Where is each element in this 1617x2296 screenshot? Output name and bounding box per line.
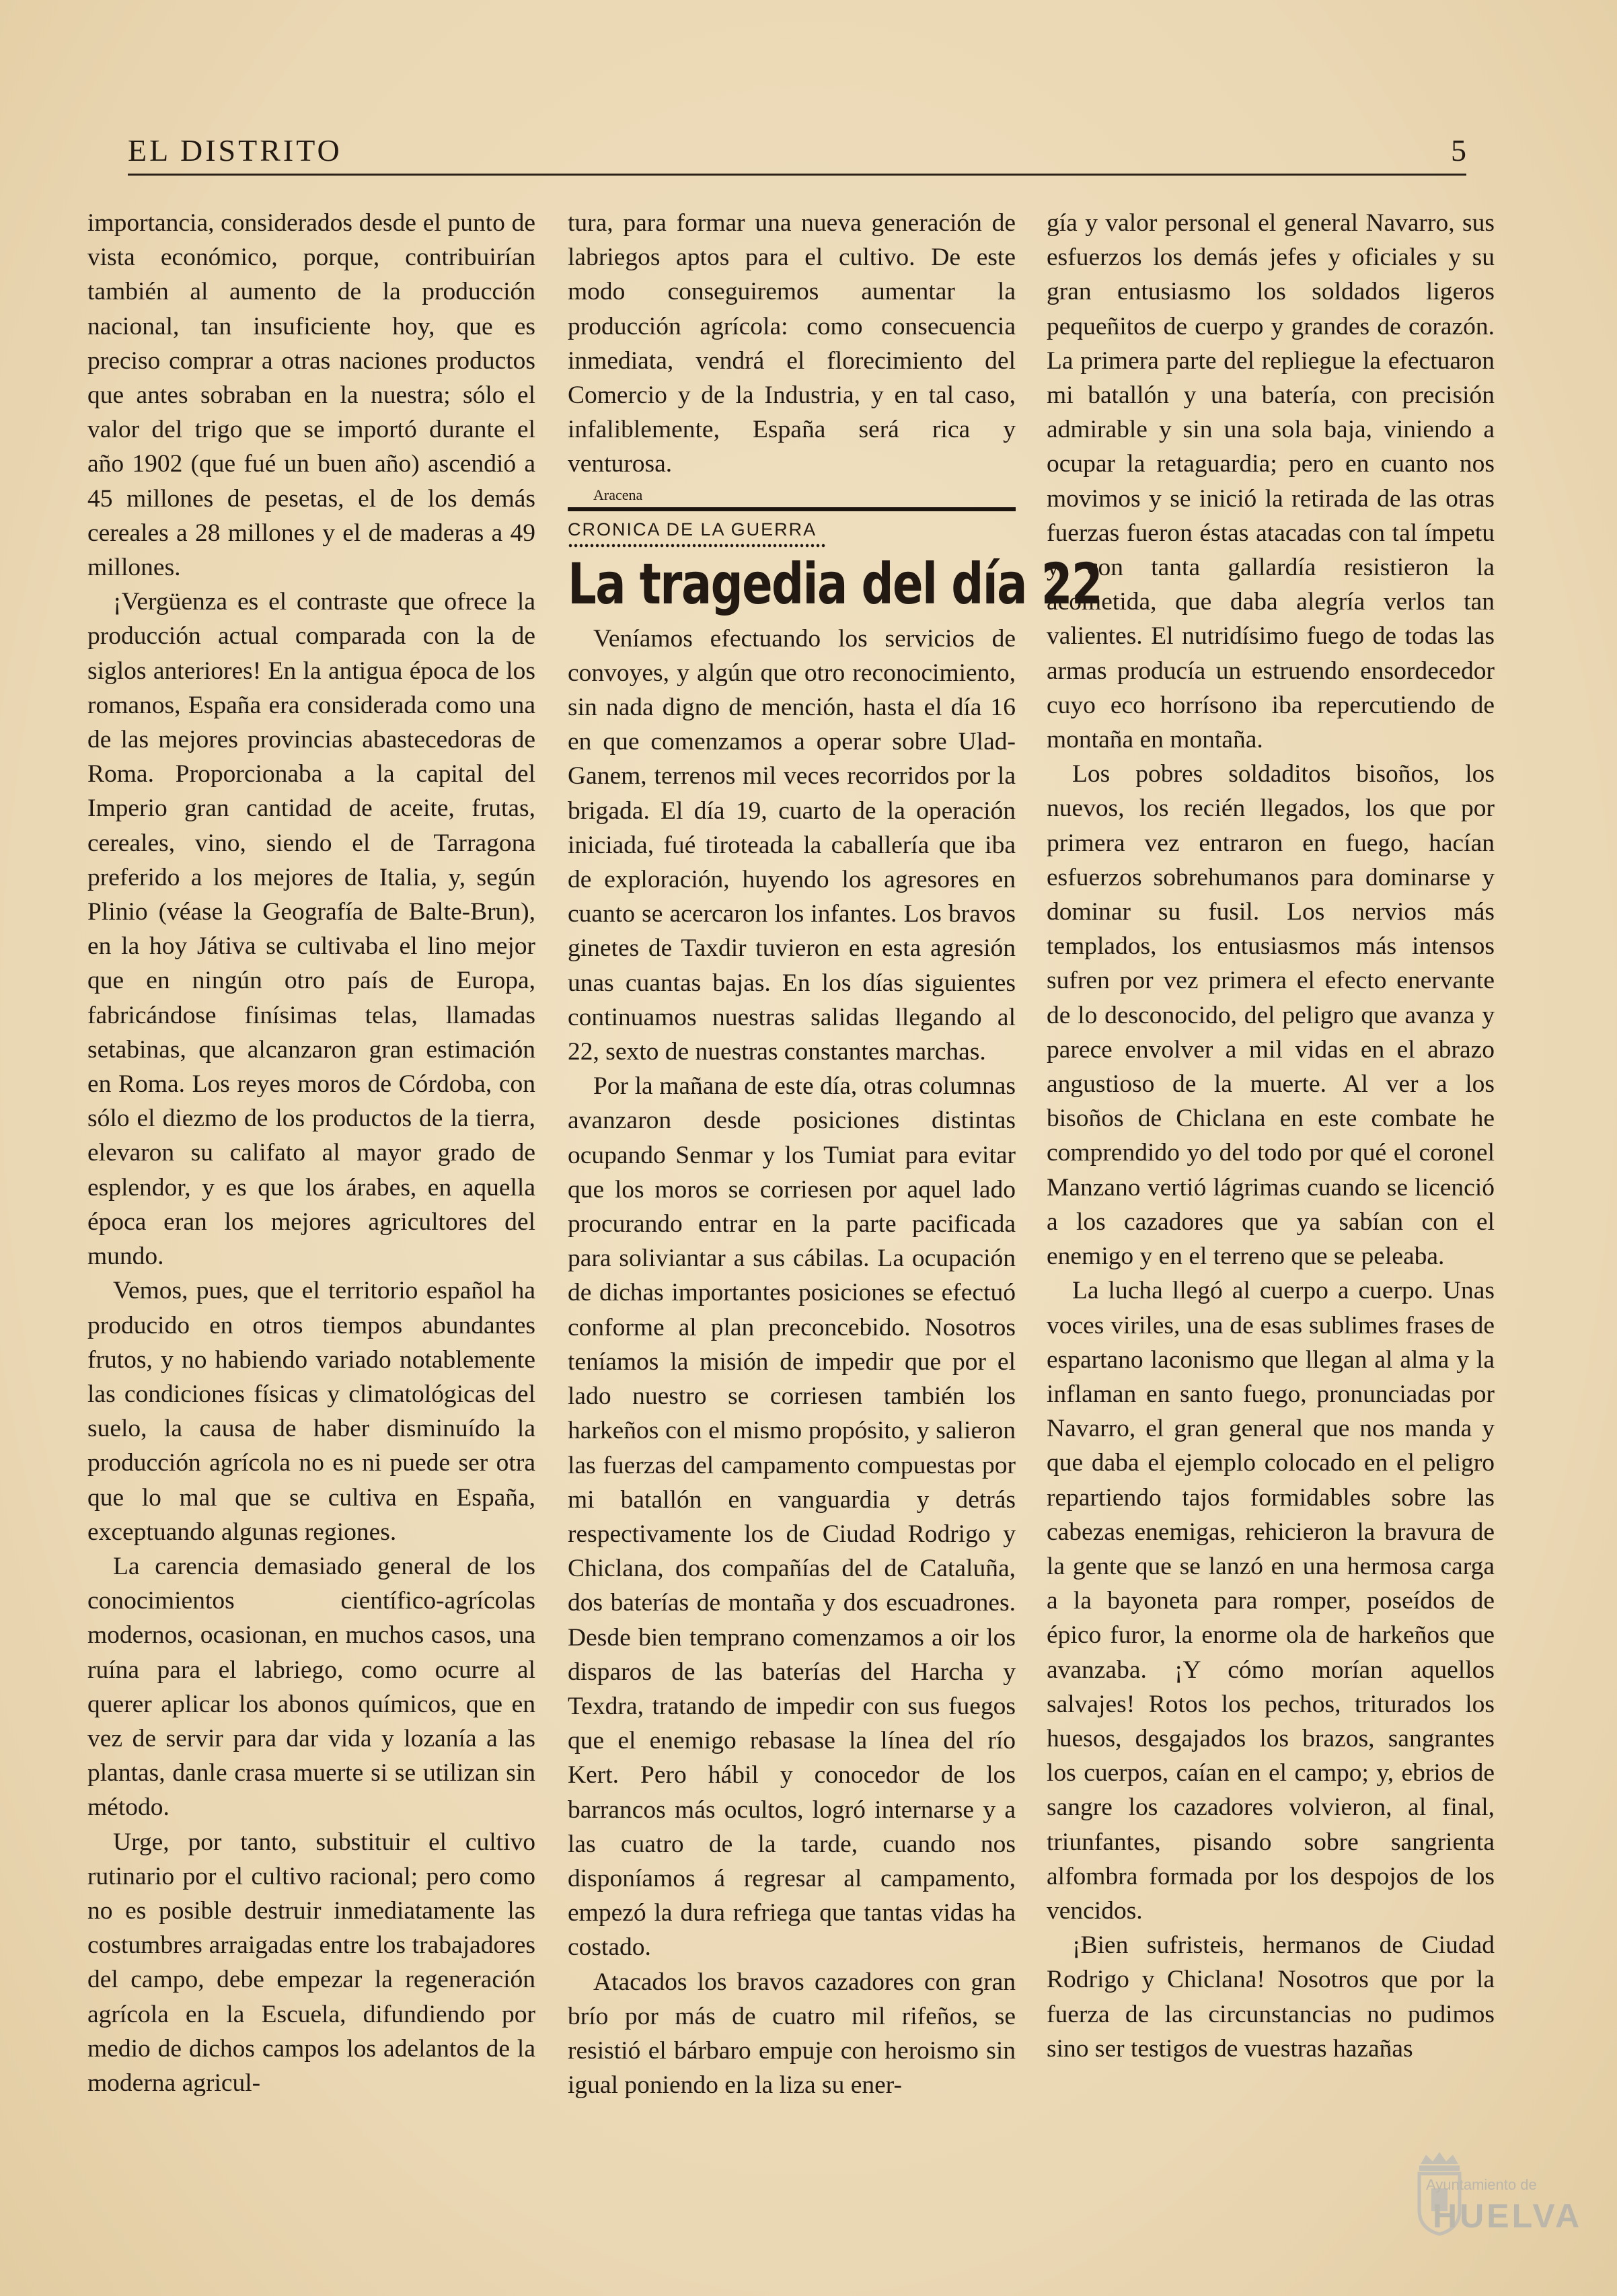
paragraph: Los pobres soldaditos bisoños, los nuevos, los recién llegados, los que por primera vez entraron en fuego, hacían esfuerzos sobrehumanos para dominarse y dominar su fusil. Los nervios más templados, los entusiasmos más intensos sufren por vez primera el efecto enervante de lo desconocido, del peligro que avanza y parece envolver a mil vidas en el abrazo angustioso de la muerte. Al ver a los bisoños de Chiclana en este combate he comprendido yo del todo por qué el coronel Manzano vertió lágrimas cuando se licenció a los cazadores que ya sabían con el enemigo y en el terreno que se peleaba. [1047,760,1495,1271]
article-headline: La tragedia del día 22 [568,550,1102,617]
article-signature: Aracena [593,486,643,503]
archive-watermark [1413,2136,1581,2270]
column-3 [1047,206,1495,2066]
header-rule [128,174,1466,176]
paragraph: Por la mañana de este día, otras columnas avanzaron desde posiciones distintas ocupando Senmar y los Tumiat para evitar que los moros se corriesen por aquel lado procurando entrar en la parte pacificada para soliviantar a sus cábilas. La ocupación de dichas importantes posiciones se efectuó conforme al plan preconcebido. Nosotros teníamos la misión de impedir que por el lado nuestro se corriesen también los harkeños con el mismo propósito, y salieron las fuerzas del campamento compuestas por mi batallón en vanguardia y detrás respectivamente los de Ciudad Rodrigo y Chiclana, dos compañías del de Cataluña, dos baterías de montaña y dos escuadrones. Desde bien temprano comenzamos a oir los disparos de las baterías del Harcha y Texdra, tratando de impedir con sus fuegos que el enemigo rebasase la línea del río Kert. Pero hábil y conocedor de los barrancos más ocultos, logró internarse y a las cuatro de la tarde, cuando nos disponíamos á regresar al campamento, empezó la dura refriega que tantas vidas ha costado. [568,1072,1016,1962]
paragraph: Urge, por tanto, substituir el cultivo rutinario por el cultivo racional; pero como no es posible destruir inmediatamente las costumbres arraigadas entre los trabajadores del campo, debe empezar la regeneración agrícola en la Escuela, difundiendo por medio de dichos campos los adelantos de la moderna agricul- [87,1828,535,2097]
column-1 [87,206,535,2100]
paragraph: ¡Vergüenza es el contraste que ofrece la producción actual comparada con la de siglos anteriores! En la antigua época de los romanos, España era considerada como una de las mejores provincias abastecedoras de Roma. Proporcionaba a la capital del Imperio gran cantidad de aceite, frutas, cereales, vino, siendo el de Tarragona preferido a los mejores de Italia, y, según Plinio (véase la Geografía de Balte-Brun), en la hoy Játiva se cultivaba el lino mejor que en ningún otro país de Europa, fabricándose finísimas telas, llamadas setabinas, que alcanzaron gran estimación en Roma. Los reyes moros de Córdoba, con sólo el diezmo de los productos de la tierra, elevaron su califato al mayor grado de esplendor, y es que los árabes, en aquella época eran los mejores agricultores del mundo. [87,588,535,1271]
section-label: CRONICA DE LA GUERRA [568,519,817,540]
paragraph: importancia, considerados desde el punto de vista económico, porque, contribuirían también al aumento de la producción nacional, tan insuficiente hoy, que es preciso comprar a otras naciones productos que antes sobraban en la nuestra; sólo el valor del trigo que se importó durante el año 1902 (que fué un buen año) ascendió a 45 millones de pesetas, el de los demás cereales a 28 millones y el de maderas a 49 millones. [87,209,535,582]
column-2 [568,206,1102,2102]
paragraph: Atacados los bravos cazadores con gran brío por más de cuatro mil rifeños, se resistió el bárbaro empuje con heroismo sin igual poniendo en la liza su ener- [568,1968,1016,2100]
paragraph: tura, para formar una nueva generación de labriegos aptos para el cultivo. De este modo conseguiremos aumentar la producción agrícola: como consecuencia inmediata, vendrá el florecimiento del Comercio y de la Industria, y en tal caso, infaliblemente, España será rica y venturosa. [568,209,1016,478]
paragraph: La carencia demasiado general de los conocimientos científico-agrícolas modernos, ocasionan, en muchos casos, una ruína para el labriego, como ocurre al querer aplicar los abonos químicos, que en vez de servir para dar vida y lozanía a las plantas, danle crasa muerte si se utilizan sin método. [87,1552,535,1822]
page-number: 5 [1451,133,1466,168]
watermark-line1: Ayuntamiento de [1426,2176,1537,2193]
paragraph: Veníamos efectuando los servicios de convoyes, y algún que otro reconocimiento, sin nada digno de mención, hasta el día 16 en que comenzamos a operar sobre Ulad-Ganem, terrenos mil veces recorridos por la brigada. El día 19, cuarto de la operación iniciada, fué tiroteada la caballería que iba de exploración, huyendo los agresores en cuanto se acercaron los infantes. Los bravos ginetes de Taxdir tuvieron en esta agresión unas cuantas bajas. En los días siguientes continuamos nuestras salidas llegando al 22, sexto de nuestras constantes marchas. [568,624,1016,1066]
dotted-rule [568,544,826,548]
paragraph: La lucha llegó al cuerpo a cuerpo. Unas voces viriles, una de esas sublimes frases de espartano laconismo que llegan al alma y la inflaman en santo fuego, pronunciadas por Navarro, el gran general que nos manda y que daba el ejemplo colocado en el peligro repartiendo tajos formidables sobre las cabezas enemigas, rehicieron la bravura de la gente que se lanzó en una hermosa carga a la bayoneta para romper, poseídos de épico furor, la enorme ola de harkeños que avanzaba. ¡Y cómo morían aquellos salvajes! Rotos los pechos, triturados los huesos, desgajados los brazos, sangrantes los cuerpos, caían en el campo; y, ebrios de sangre los cazadores volvieron, al final, triunfantes, pisando sobre sangrienta alfombra formada por los despojos de los vencidos. [1047,1277,1495,1925]
paragraph: ¡Bien sufristeis, hermanos de Ciudad Rodrigo y Chiclana! Nosotros que por la fuerza de las circunstancias no pudimos sino ser testigos de vuestras hazañas [1047,1931,1495,2063]
page-header [128,132,1466,172]
paragraph: Vemos, pues, que el territorio español ha producido en otros tiempos abundantes frutos, y no habiendo variado notablemente las condiciones físicas y climatológicas del suelo, la causa de haber disminuído la producción agrícola no es ni puede ser otra que lo mal que se cultiva en España, exceptuando algunas regiones. [87,1277,535,1546]
paragraph: gía y valor personal el general Navarro, sus esfuerzos los demás jefes y oficiales y su gran entusiasmo los soldados ligeros pequeñitos de cuerpo y grandes de corazón. La primera parte del repliegue la efectuaron mi batallón y una batería, con precisión admirable y sin una sola baja, viniendo a ocupar la retaguardia; pero en cuanto nos movimos y se inició la retirada de las otras fuerzas fueron éstas atacadas con tal ímpetu y con tanta gallardía resistieron la acometida, que daba alegría verlos tan valientes. El nutridísimo fuego de todas las armas producía un estruendo ensordecedor cuyo eco horrísono iba repercutiendo de montaña en montaña. [1047,209,1495,754]
watermark-line2: HUELVA [1433,2197,1583,2235]
publication-title: EL DISTRITO [128,133,342,168]
section-rule [568,507,1016,511]
